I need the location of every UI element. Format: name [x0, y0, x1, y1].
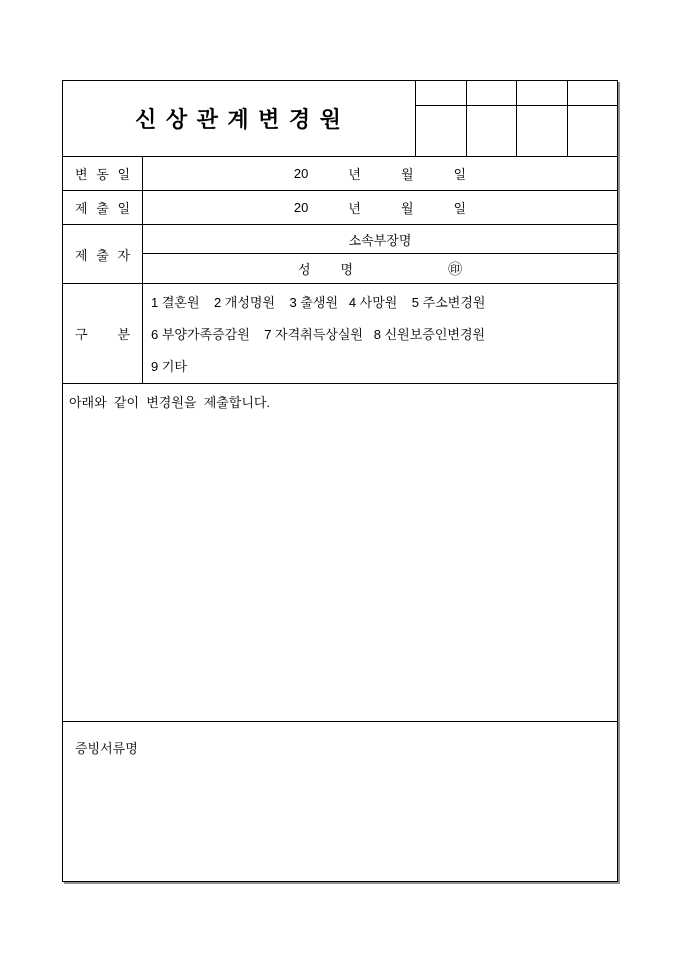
approval-header-cell: [517, 81, 568, 105]
day-unit: 일: [453, 167, 467, 182]
year-unit: 년: [348, 167, 361, 182]
approval-sign-cell: [517, 106, 568, 156]
statement-section: 아래와 같이 변경원을 제출합니다.: [63, 384, 617, 722]
category-options-line: 6 부양가족증감원 7 자격취득상실원 8 신원보증인변경원: [151, 327, 486, 342]
approval-sign-cell: [467, 106, 518, 156]
name-label-second: 명: [340, 262, 354, 277]
form-table: [62, 80, 618, 882]
submit-date-row: [63, 191, 617, 225]
approval-header-cell: [568, 81, 618, 105]
change-date-row: [63, 157, 617, 191]
year-prefix: 20: [293, 166, 309, 181]
category-options-line: 9 기타: [151, 359, 187, 374]
category-options: [143, 284, 617, 383]
submitter-content: [143, 225, 617, 283]
category-options-line: 1 결혼원 2 개성명원 3 출생원 4 사망원 5 주소변경원: [151, 295, 486, 310]
evidence-section: 증빙서류명: [75, 741, 138, 756]
submitter-name: [143, 254, 617, 283]
change-date-label: [63, 157, 143, 190]
month-unit: 월: [400, 167, 414, 182]
submitter-department: 소속부장명: [143, 225, 617, 254]
approval-sign-cell: [416, 106, 467, 156]
change-date-value: [143, 157, 617, 190]
submitter-label: [63, 225, 143, 283]
seal-mark: ㊞: [448, 260, 463, 277]
label-char: 일: [117, 201, 130, 216]
label-char: 분: [117, 327, 130, 342]
form-title: 신 상 관 계 변 경 원: [63, 81, 416, 156]
submit-date-label: [63, 191, 143, 224]
label-char: 변: [75, 167, 88, 182]
day-unit: 일: [453, 201, 467, 216]
approval-grid-header-row: [416, 81, 617, 106]
year-unit: 년: [348, 201, 361, 216]
category-label: [63, 284, 143, 383]
category-row: [63, 284, 617, 384]
label-char: 동: [96, 167, 109, 182]
approval-grid: [416, 81, 617, 156]
approval-sign-cell: [568, 106, 618, 156]
label-char: 제: [75, 247, 88, 263]
label-char: 자: [117, 247, 130, 263]
approval-grid-sign-row: [416, 106, 617, 156]
label-char: 구: [75, 327, 88, 342]
month-unit: 월: [400, 201, 414, 216]
submitter-row: [63, 225, 617, 284]
label-char: 제: [75, 201, 88, 216]
label-char: 일: [117, 167, 130, 182]
approval-header-cell: [416, 81, 467, 105]
form-header-row: [63, 81, 617, 157]
approval-header-cell: [467, 81, 518, 105]
submit-date-value: [143, 191, 617, 224]
year-prefix: 20: [293, 200, 309, 215]
name-label-first: 성: [297, 262, 311, 277]
label-char: 출: [96, 247, 109, 263]
label-char: 출: [96, 201, 109, 216]
